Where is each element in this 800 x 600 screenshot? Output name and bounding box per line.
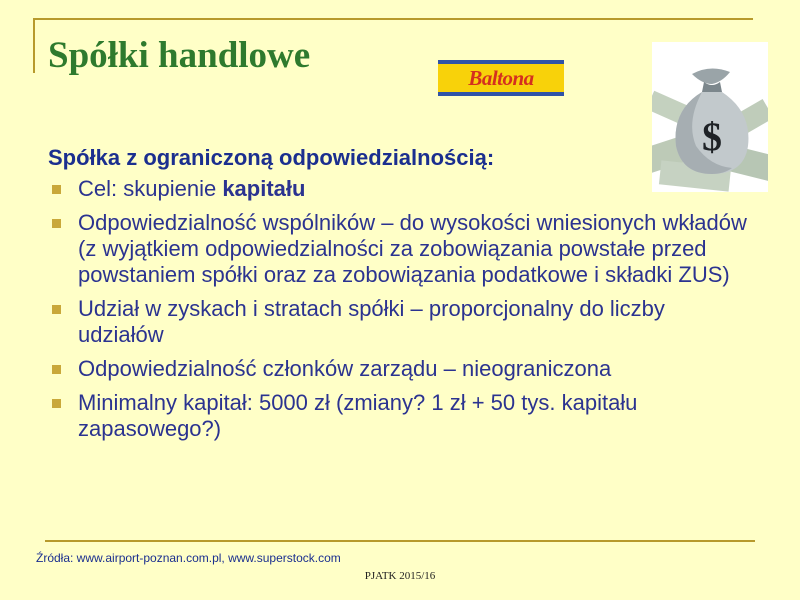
bullet-text: Udział w zyskach i stratach spółki – proporcjonalny do liczby udziałów [78, 296, 665, 347]
bullet-text: Odpowiedzialność wspólników – do wysokości wniesionych wkładów (z wyjątkiem odpowiedzialności za zobowiązania powstałe przed powstaniem spółki oraz za zobowiązania podatkowe i składki ZUS) [78, 210, 747, 287]
bullet-item [48, 296, 756, 348]
top-rule [33, 18, 753, 20]
bullet-square-icon [52, 365, 61, 374]
footer: PJATK 2015/16 [364, 570, 436, 582]
bullet-square-icon [52, 185, 61, 194]
money-bag-image [652, 42, 768, 192]
bullet-square-icon [52, 305, 61, 314]
bottom-rule [45, 540, 755, 542]
bullet-text: Minimalny kapitał: 5000 zł (zmiany? 1 zł + 50 tys. kapitału zapasowego?) [78, 390, 638, 441]
sources-note: Źródła: www.airport-poznan.com.pl, www.superstock.com [36, 551, 341, 565]
bullet-square-icon [52, 399, 61, 408]
left-rule [33, 18, 35, 73]
bullet-item [48, 176, 756, 202]
bullet-item [48, 390, 756, 442]
bullet-text: Cel: skupienie [78, 176, 223, 201]
bullet-list [48, 176, 756, 450]
slide-title: Spółki handlowe [48, 35, 311, 76]
money-bag-dollar-icon [652, 42, 768, 192]
bullet-text: Odpowiedzialność członków zarządu – nieograniczona [78, 356, 612, 381]
logo-text: Baltona [468, 65, 534, 90]
bullet-item [48, 210, 756, 288]
svg-text:$: $ [702, 114, 722, 159]
bullet-item [48, 356, 756, 382]
baltona-logo [438, 60, 564, 96]
subtitle: Spółka z ograniczoną odpowiedzialnością: [48, 145, 495, 170]
bullet-bold-text: kapitału [222, 176, 306, 201]
bullet-square-icon [52, 219, 61, 228]
